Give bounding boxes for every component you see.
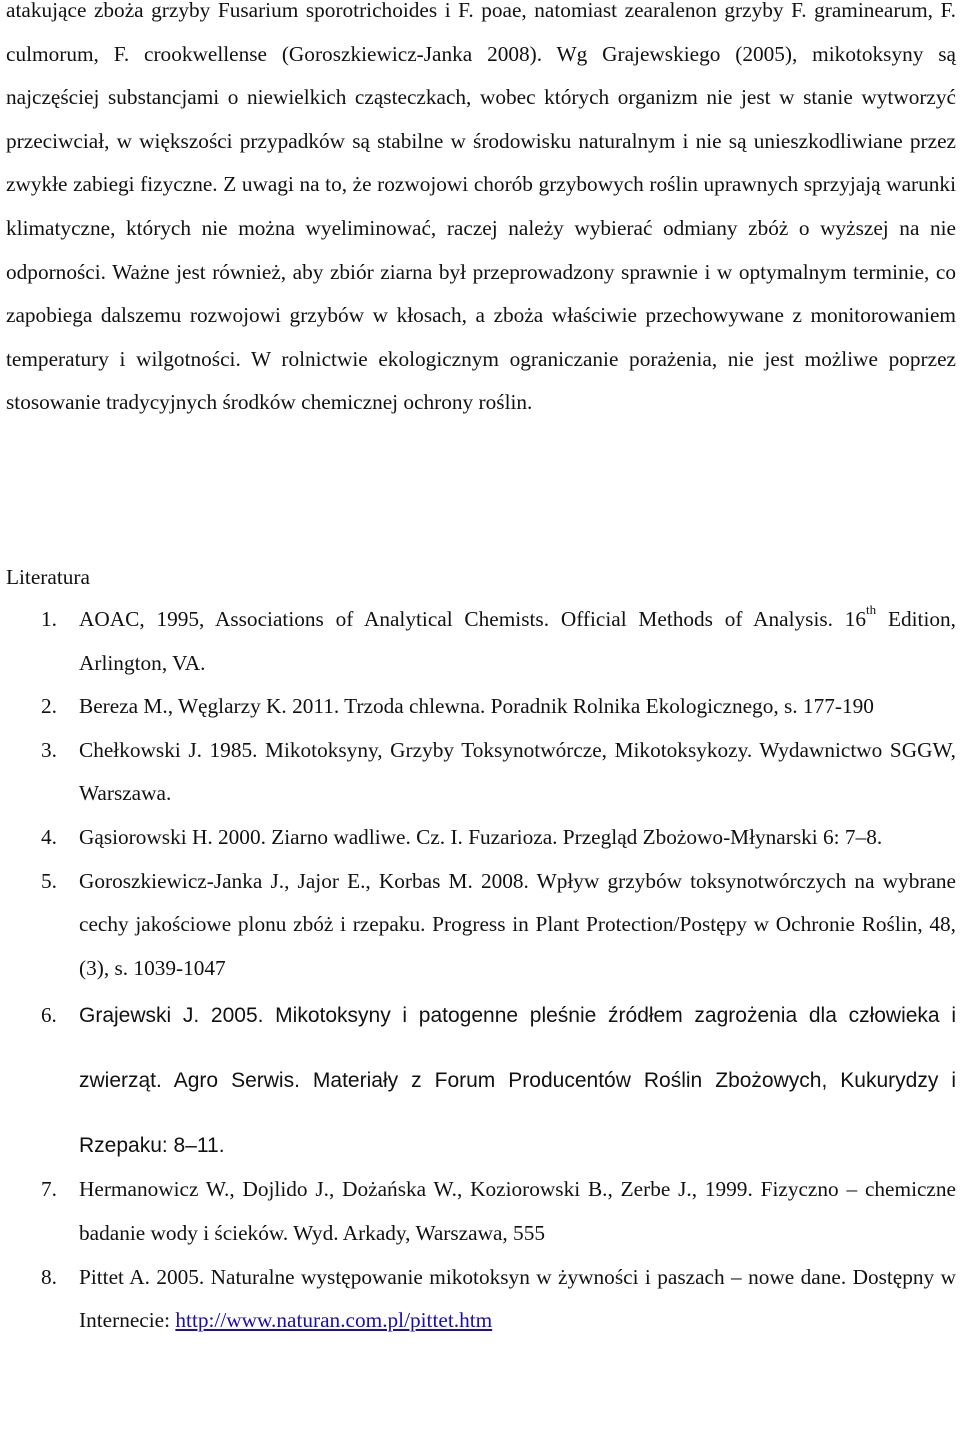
reference-number: 4. <box>41 824 57 849</box>
reference-number: 1. <box>41 607 57 631</box>
reference-item <box>6 685 956 729</box>
reference-item <box>6 1256 956 1343</box>
reference-number: 8. <box>41 1264 57 1289</box>
reference-text: Bereza M., Węglarzy K. 2011. Trzoda chlewna. Poradnik Rolnika Ekologicznego, s. 177-190 <box>79 694 874 719</box>
reference-item <box>6 729 956 816</box>
reference-text-continued: Edition, Arlington, VA. <box>79 607 956 675</box>
body-paragraph: atakujące zboża grzyby Fusarium sporotrichoides i F. poae, natomiast zearalenon grzyby F. graminearum, F. culmorum, F. crookwellense (Goroszkiewicz-Janka 2008). Wg Grajewskiego (2005), mikotoksyny są najczęściej substancjami o niewielkich cząsteczkach, wobec których organizm nie jest w stanie wytworzyć przeciwciał, w większości przypadków są stabilne w środowisku naturalnym i nie są unieszkodliwiane przez zwykłe zabiegi fizyczne. Z uwagi na to, że rozwojowi chorób grzybowych roślin uprawnych sprzyjają warunki klimatyczne, których nie można wyeliminować, raczej należy wybierać odmiany zbóż o wyższej na nie odporności. Ważne jest również, aby zbiór ziarna był przeprowadzony sprawnie i w optymalnym terminie, co zapobiega dalszemu rozwojowi grzybów w kłosach, a zboża właściwie przechowywane z monitorowaniem temperatury i wilgotności. W rolnictwie ekologicznym ograniczanie porażenia, nie jest możliwe poprzez stosowanie tradycyjnych środków chemicznej ochrony roślin. <box>6 0 956 415</box>
reference-text: Grajewski J. 2005. Mikotoksyny i patogenne pleśnie źródłem zagrożenia dla człowieka i zwierząt. Agro Serwis. Materiały z Forum Producentów Roślin Zbożowych, Kukurydzy i Rzepaku: 8–11. <box>79 1004 956 1158</box>
reference-link[interactable]: http://www.naturan.com.pl/pittet.htm <box>175 1308 493 1333</box>
reference-text: Hermanowicz W., Dojlido J., Dożańska W., Koziorowski B., Zerbe J., 1999. Fizyczno – chemiczne badanie wody i ścieków. Wyd. Arkady, Warszawa, 555 <box>79 1177 956 1245</box>
reference-number: 6. <box>41 1003 57 1028</box>
reference-item <box>6 983 956 1178</box>
reference-number: 3. <box>41 737 57 762</box>
reference-superscript: th <box>866 602 877 617</box>
literature-heading: Literatura <box>6 565 90 589</box>
reference-text: Chełkowski J. 1985. Mikotoksyny, Grzyby Toksynotwórcze, Mikotoksykozy. Wydawnictwo SGGW, Warszawa. <box>79 737 956 806</box>
reference-list <box>6 598 956 1343</box>
reference-item <box>6 860 956 991</box>
reference-text: Gąsiorowski H. 2000. Ziarno wadliwe. Cz. I. Fuzarioza. Przegląd Zbożowo-Młynarski 6: 7–8. <box>79 824 883 849</box>
reference-number: 2. <box>41 694 57 719</box>
reference-item <box>6 816 956 860</box>
reference-number: 5. <box>41 868 57 893</box>
document-page <box>6 0 956 1333</box>
reference-item <box>6 1168 956 1255</box>
reference-text: Goroszkiewicz-Janka J., Jajor E., Korbas M. 2008. Wpływ grzybów toksynotwórczych na wybrane cechy jakościowe plonu zbóż i rzepaku. Progress in Plant Protection/Postępy w Ochronie Roślin, 48, (3), s. 1039-1047 <box>79 868 956 980</box>
reference-item <box>6 598 956 685</box>
reference-number: 7. <box>41 1177 57 1202</box>
reference-text: Pittet A. 2005. Naturalne występowanie mikotoksyn w żywności i paszach – nowe dane. Dostępny w Internecie: <box>79 1264 956 1333</box>
reference-text: AOAC, 1995, Associations of Analytical Chemists. Official Methods of Analysis. 16 <box>79 607 867 631</box>
